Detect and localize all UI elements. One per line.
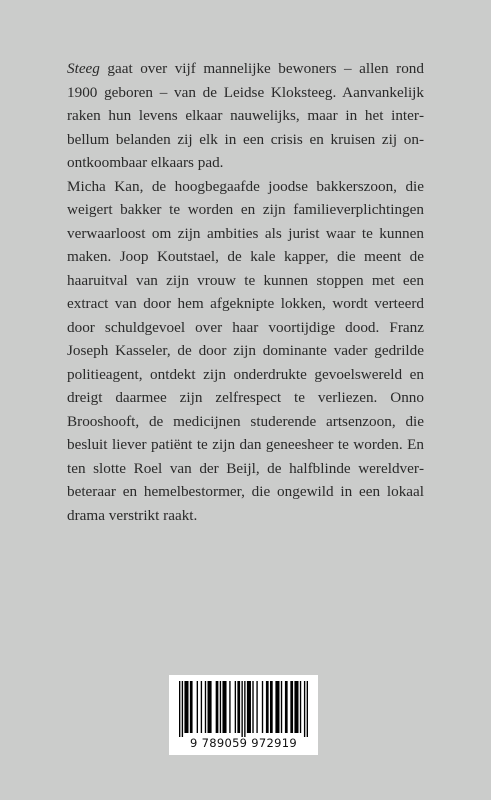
barcode-bar bbox=[222, 681, 226, 733]
barcode-bar bbox=[197, 681, 198, 733]
barcode-bar bbox=[247, 681, 251, 733]
barcode-bar bbox=[216, 681, 219, 733]
barcode-bar bbox=[270, 681, 273, 733]
barcode-bar bbox=[184, 681, 188, 733]
barcode-bar bbox=[244, 681, 245, 737]
barcode-bar bbox=[241, 681, 242, 737]
barcode-bar bbox=[190, 681, 193, 733]
barcode-bar bbox=[201, 681, 202, 733]
barcode-bar bbox=[262, 681, 263, 733]
barcode-bar bbox=[252, 681, 253, 733]
barcode-bar bbox=[285, 681, 288, 733]
isbn-number: 9 789059 972919 bbox=[190, 736, 297, 750]
blurb-text bbox=[67, 57, 424, 527]
barcode-bar bbox=[229, 681, 230, 733]
barcode-bar bbox=[205, 681, 206, 733]
book-title: Steeg bbox=[67, 60, 100, 77]
barcode-bar bbox=[275, 681, 279, 733]
barcode-bar bbox=[300, 681, 301, 733]
isbn-barcode bbox=[169, 675, 318, 755]
blurb-paragraph-1 bbox=[67, 57, 424, 175]
barcode-bar bbox=[290, 681, 293, 733]
barcode-bar bbox=[266, 681, 269, 733]
barcode-bar bbox=[182, 681, 183, 737]
barcode-bars bbox=[179, 681, 308, 737]
barcode-bar bbox=[294, 681, 298, 733]
barcode-bar bbox=[235, 681, 236, 733]
barcode-bar bbox=[220, 681, 221, 733]
barcode-bar bbox=[307, 681, 308, 737]
barcode-bar bbox=[237, 681, 240, 733]
barcode-bar bbox=[281, 681, 282, 733]
barcode-bar bbox=[256, 681, 257, 733]
blurb-paragraph-1-text: gaat over vijf mannelijke bewoners – allen rond 1900 geboren – van de Leidse Kloksteeg. Aanvankelijk raken hun levens elkaar nauwelijks, maar in het interbellum belanden zij elk in een crisis en kruisen zij onontkoombaar elkaars pad. bbox=[67, 60, 424, 171]
barcode-bar bbox=[304, 681, 305, 737]
barcode-bar bbox=[179, 681, 180, 737]
blurb-paragraph-2: Micha Kan, de hoogbegaafde joodse bakkerszoon, die weigert bakker te worden en zijn familieverplichtingen verwaarloost om zijn ambities als jurist waar te kunnen maken. Joop Koutstael, de kale kapper, die meent de haaruitval van zijn vrouw te kunnen stoppen met een extract van door hem afgeknipte lokken, wordt verteerd door schuldgevoel over haar voortijdige dood. Franz Joseph Kasseler, de door zijn dominante vader gedrilde politieagent, ontdekt zijn onderdrukte gevoelswereld en dreigt daarmee zijn zelfrespect te verliezen. Onno Brooshooft, de medicijnen studerende artsenzoon, die besluit liever patiënt te zijn dan geneesheer te worden. En ten slotte Roel van der Beijl, de halfblinde wereldverbeteraar en hemelbestormer, die ongewild in een lokaal drama verstrikt raakt. bbox=[67, 177, 424, 524]
barcode-bar bbox=[208, 681, 212, 733]
